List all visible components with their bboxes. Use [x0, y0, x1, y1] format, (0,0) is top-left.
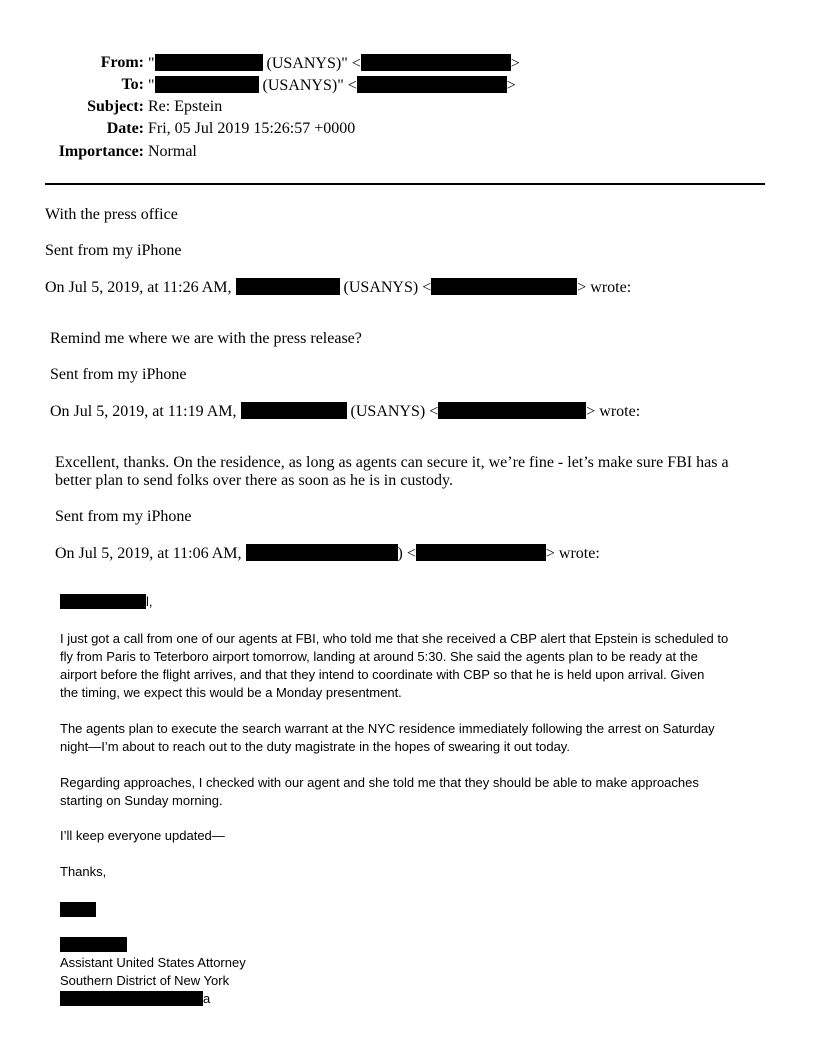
- to-lt: <: [347, 77, 357, 94]
- body-line: better plan to send folks over there as soon as he is in custody.: [55, 472, 453, 489]
- paragraph-2: [60, 720, 715, 756]
- importance-value: Normal: [148, 143, 197, 160]
- attribution-org: (USANYS) <: [343, 279, 432, 296]
- paragraph-4: I’ll keep everyone updated—: [60, 828, 225, 843]
- message-2-body: Remind me where we are with the press release?: [50, 330, 362, 347]
- greeting-suffix: l,: [146, 594, 153, 609]
- signature-office: Southern District of New York: [60, 973, 230, 988]
- subject-value: Re: Epstein: [148, 98, 223, 115]
- to-org: (USANYS)": [262, 77, 344, 94]
- from-open-quote: ": [148, 55, 155, 72]
- message-1-body: With the press office: [45, 206, 178, 223]
- body-line: fly from Paris to Teterboro airport tomorrow, landing at around 5:30. She said the agents plan to be ready at the: [60, 649, 698, 664]
- attribution-suffix: > wrote:: [577, 279, 632, 296]
- body-line: night—I’m about to reach out to the duty magistrate in the hopes of swearing it out today.: [60, 739, 570, 754]
- from-org: (USANYS)": [266, 55, 348, 72]
- body-line: Excellent, thanks. On the residence, as long as agents can secure it, we’re fine - let’s make sure FBI has a: [55, 454, 729, 471]
- message-1-attribution: [45, 278, 631, 297]
- redacted-recipient-email: [357, 76, 507, 93]
- date-value: Fri, 05 Jul 2019 15:26:57 +0000: [148, 120, 356, 137]
- from-lt: <: [351, 55, 361, 72]
- body-line: the timing, we expect this would be a Monday presentment.: [60, 685, 402, 700]
- to-label: To:: [121, 76, 144, 93]
- attribution-mid: ) <: [397, 545, 416, 562]
- redacted-signature-name: [60, 902, 96, 917]
- redacted-phone: [60, 991, 203, 1006]
- date-label: Date:: [106, 120, 144, 137]
- signature-name: [60, 902, 96, 917]
- redacted-name: [236, 278, 340, 295]
- attribution-prefix: On Jul 5, 2019, at 11:06 AM,: [55, 545, 242, 562]
- message-3-signature: Sent from my iPhone: [55, 508, 192, 525]
- message-2-signature: Sent from my iPhone: [50, 366, 187, 383]
- attribution-prefix: On Jul 5, 2019, at 11:19 AM,: [50, 403, 237, 420]
- body-line: airport before the flight arrives, and that they intend to coordinate with CBP so that he is held upon arrival. Given: [60, 667, 705, 682]
- to-value: [148, 76, 516, 95]
- redacted-name: [241, 402, 347, 419]
- redacted-email: [416, 544, 546, 561]
- signature-fullname: [60, 937, 127, 952]
- attribution-prefix: On Jul 5, 2019, at 11:26 AM,: [45, 279, 232, 296]
- message-3-attribution: [55, 544, 600, 563]
- attribution-suffix: > wrote:: [586, 403, 641, 420]
- to-open-quote: ": [148, 77, 155, 94]
- signature-title: Assistant United States Attorney: [60, 955, 246, 970]
- message-2-attribution: [50, 402, 640, 421]
- attribution-suffix: > wrote:: [545, 545, 600, 562]
- header-divider: [45, 183, 765, 185]
- from-gt: >: [510, 55, 520, 72]
- from-value: [148, 54, 520, 73]
- greeting: [60, 594, 153, 609]
- subject-label: Subject:: [87, 98, 144, 115]
- message-3-body: [55, 454, 729, 490]
- to-gt: >: [506, 77, 516, 94]
- closing: Thanks,: [60, 864, 107, 879]
- redacted-name: [246, 544, 398, 561]
- message-1-signature: Sent from my iPhone: [45, 242, 182, 259]
- phone-suffix: a: [203, 991, 211, 1006]
- attribution-org: (USANYS) <: [350, 403, 439, 420]
- body-line: starting on Sunday morning.: [60, 793, 223, 808]
- redacted-recipient-name: [155, 76, 259, 93]
- redacted-sender-name: [155, 54, 263, 71]
- paragraph-1: [60, 630, 728, 702]
- importance-label: Importance:: [58, 143, 144, 160]
- signature-phone: [60, 990, 210, 1008]
- from-label: From:: [100, 54, 144, 71]
- body-line: Regarding approaches, I checked with our agent and she told me that they should be able to make approaches: [60, 775, 699, 790]
- redacted-email: [438, 402, 586, 419]
- body-line: I just got a call from one of our agents at FBI, who told me that she received a CBP alert that Epstein is scheduled to: [60, 631, 729, 646]
- redacted-recipient: [60, 594, 146, 609]
- paragraph-3: [60, 774, 699, 810]
- redacted-sender-email: [361, 54, 511, 71]
- body-line: The agents plan to execute the search warrant at the NYC residence immediately following the arrest on Saturday: [60, 721, 715, 736]
- redacted-email: [431, 278, 577, 295]
- redacted-full-name: [60, 937, 127, 952]
